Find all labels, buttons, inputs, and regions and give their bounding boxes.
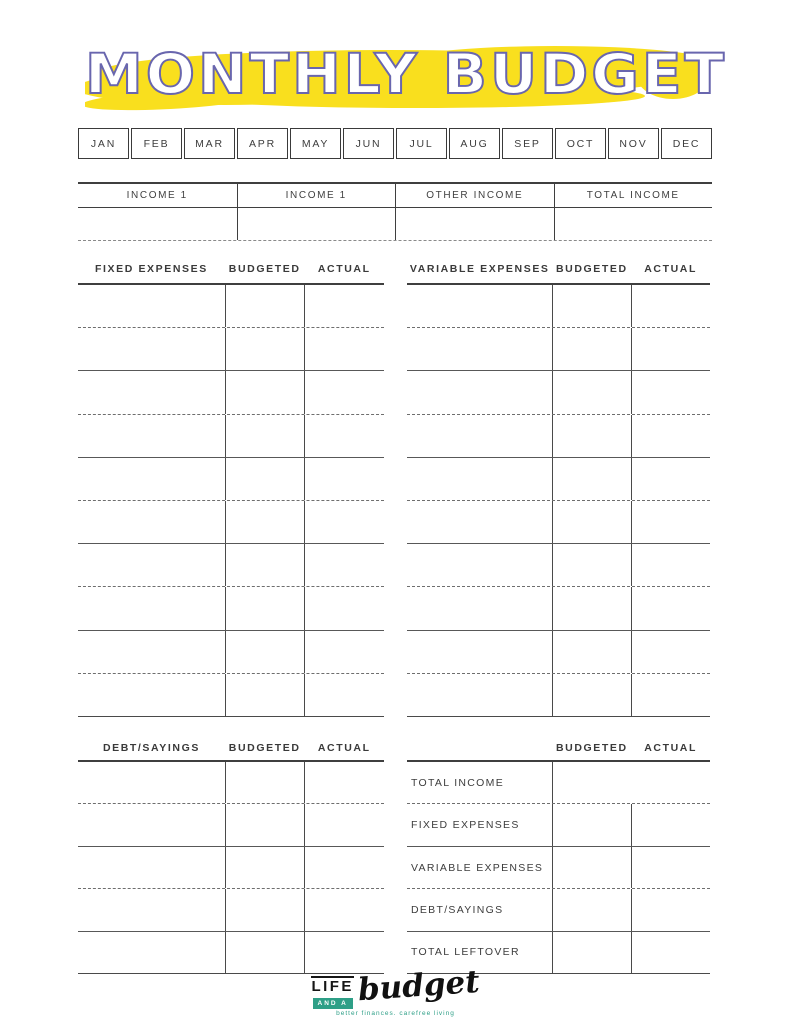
variable-expenses-header bbox=[407, 261, 710, 277]
summary-row-label: TOTAL INCOME bbox=[411, 776, 504, 789]
budgeted-cell bbox=[552, 458, 631, 500]
budgeted-cell bbox=[225, 674, 305, 716]
month-cell-jun: JUN bbox=[343, 128, 394, 159]
expense-name-cell bbox=[78, 458, 225, 500]
actual-cell bbox=[304, 458, 384, 500]
table-row bbox=[78, 932, 384, 974]
budgeted-cell bbox=[552, 762, 631, 803]
budgeted-cell bbox=[225, 458, 305, 500]
expense-name-cell bbox=[78, 587, 225, 629]
expense-name-cell bbox=[78, 544, 225, 586]
table-row bbox=[407, 458, 710, 501]
actual-cell bbox=[304, 415, 384, 457]
actual-cell bbox=[304, 544, 384, 586]
budgeted-cell bbox=[552, 285, 631, 327]
income-value-cell bbox=[78, 208, 237, 240]
table-row bbox=[407, 762, 710, 804]
debt-savings-table bbox=[78, 760, 384, 974]
budgeted-cell bbox=[552, 847, 631, 888]
actual-column-header: ACTUAL bbox=[644, 742, 697, 754]
month-cell-may: MAY bbox=[290, 128, 341, 159]
month-cell-dec: DEC bbox=[661, 128, 712, 159]
summary-row-label: TOTAL LEFTOVER bbox=[411, 946, 520, 959]
month-selector bbox=[78, 128, 712, 159]
actual-cell bbox=[631, 932, 710, 973]
expense-name-cell bbox=[78, 371, 225, 413]
month-cell-apr: APR bbox=[237, 128, 288, 159]
month-cell-jul: JUL bbox=[396, 128, 447, 159]
expense-name-cell bbox=[78, 328, 225, 370]
budgeted-column-header: BUDGETED bbox=[228, 742, 301, 754]
expense-name-cell bbox=[78, 285, 225, 327]
actual-cell bbox=[631, 587, 710, 629]
month-cell-aug: AUG bbox=[449, 128, 500, 159]
budgeted-cell bbox=[225, 587, 305, 629]
table-row bbox=[78, 415, 384, 458]
budgeted-cell bbox=[552, 587, 631, 629]
month-cell-jan: JAN bbox=[78, 128, 129, 159]
actual-cell bbox=[304, 587, 384, 629]
budgeted-cell bbox=[552, 674, 631, 716]
table-row bbox=[407, 285, 710, 328]
budgeted-cell bbox=[225, 631, 305, 673]
income-header-cell: INCOME 1 bbox=[126, 190, 188, 201]
expense-name-cell bbox=[78, 415, 225, 457]
budgeted-cell bbox=[225, 501, 305, 543]
table-row bbox=[407, 847, 710, 889]
fixed-expenses-title: FIXED EXPENSES bbox=[95, 263, 208, 275]
budgeted-column-header: BUDGETED bbox=[555, 742, 628, 754]
income-header-cell: OTHER INCOME bbox=[395, 184, 554, 207]
table-row bbox=[407, 631, 710, 674]
table-row bbox=[407, 328, 710, 371]
budgeted-cell bbox=[225, 371, 305, 413]
expense-name-cell bbox=[407, 501, 552, 543]
month-cell-mar: MAR bbox=[184, 128, 235, 159]
debt-savings-title: DEBT/SAYINGS bbox=[102, 742, 200, 754]
budgeted-cell bbox=[552, 889, 631, 930]
actual-cell bbox=[631, 285, 710, 327]
footer bbox=[0, 963, 791, 1017]
table-row bbox=[78, 285, 384, 328]
expense-name-cell bbox=[407, 544, 552, 586]
summary-row-label: DEBT/SAYINGS bbox=[411, 903, 504, 916]
table-row bbox=[407, 587, 710, 630]
expense-name-cell bbox=[407, 415, 552, 457]
budgeted-column-header: BUDGETED bbox=[555, 263, 628, 275]
actual-cell bbox=[304, 371, 384, 413]
expense-name-cell bbox=[78, 674, 225, 716]
summary-table bbox=[407, 760, 710, 974]
brand-logo-row bbox=[311, 963, 481, 1009]
brand-life-text: LIFE bbox=[311, 978, 354, 995]
table-row bbox=[78, 889, 384, 931]
actual-cell bbox=[631, 371, 710, 413]
actual-cell bbox=[631, 328, 710, 370]
actual-cell bbox=[631, 674, 710, 716]
table-row bbox=[407, 674, 710, 717]
actual-cell bbox=[304, 501, 384, 543]
page-title: MONTHLY BUDGET bbox=[85, 41, 728, 107]
budgeted-cell bbox=[552, 328, 631, 370]
actual-column-header: ACTUAL bbox=[317, 263, 371, 275]
expense-name-cell bbox=[78, 804, 225, 845]
brand-tagline: better finances. carefree living bbox=[336, 1009, 455, 1017]
expense-name-cell bbox=[407, 371, 552, 413]
expense-name-cell bbox=[407, 631, 552, 673]
table-row bbox=[407, 371, 710, 414]
table-row bbox=[78, 762, 384, 804]
table-row bbox=[78, 674, 384, 717]
month-cell-feb: FEB bbox=[131, 128, 182, 159]
income-table bbox=[78, 182, 712, 241]
table-row bbox=[407, 544, 710, 587]
fixed-expenses-table bbox=[78, 283, 384, 717]
brand-left-stack bbox=[311, 974, 354, 1009]
expense-name-cell bbox=[407, 328, 552, 370]
actual-cell bbox=[631, 804, 710, 845]
actual-cell bbox=[304, 804, 384, 845]
expense-name-cell bbox=[78, 501, 225, 543]
actual-cell bbox=[304, 932, 384, 973]
actual-cell bbox=[631, 631, 710, 673]
budgeted-cell bbox=[225, 932, 305, 973]
expense-name-cell bbox=[78, 932, 225, 973]
expense-name-cell bbox=[78, 847, 225, 888]
fixed-expenses-header bbox=[78, 261, 384, 277]
debt-savings-header bbox=[78, 740, 384, 756]
budgeted-cell bbox=[552, 631, 631, 673]
actual-cell bbox=[304, 889, 384, 930]
table-row bbox=[78, 328, 384, 371]
budgeted-cell bbox=[225, 415, 305, 457]
month-cell-oct: OCT bbox=[555, 128, 606, 159]
income-value-cell bbox=[554, 208, 713, 240]
income-header-cell: INCOME 1 bbox=[237, 184, 396, 207]
actual-cell bbox=[631, 762, 710, 803]
table-row bbox=[78, 371, 384, 414]
actual-cell bbox=[631, 458, 710, 500]
brand-and-a-badge: AND A bbox=[313, 998, 353, 1009]
income-header-cell: TOTAL INCOME bbox=[554, 184, 713, 207]
actual-cell bbox=[631, 544, 710, 586]
expense-name-cell bbox=[78, 889, 225, 930]
expense-name-cell bbox=[407, 458, 552, 500]
table-row bbox=[407, 501, 710, 544]
actual-cell bbox=[304, 328, 384, 370]
budgeted-cell bbox=[552, 544, 631, 586]
budgeted-cell bbox=[225, 762, 305, 803]
summary-row-label: FIXED EXPENSES bbox=[411, 819, 520, 832]
brand-logo bbox=[311, 963, 481, 1017]
budgeted-column-header: BUDGETED bbox=[228, 263, 301, 275]
table-row bbox=[78, 587, 384, 630]
table-row bbox=[78, 458, 384, 501]
actual-cell bbox=[304, 847, 384, 888]
expense-name-cell bbox=[407, 587, 552, 629]
month-cell-nov: NOV bbox=[608, 128, 659, 159]
budgeted-cell bbox=[225, 847, 305, 888]
actual-cell bbox=[304, 762, 384, 803]
budgeted-cell bbox=[552, 415, 631, 457]
income-value-cell bbox=[237, 208, 396, 240]
income-header-row bbox=[78, 184, 712, 208]
table-row bbox=[78, 847, 384, 889]
budgeted-cell bbox=[225, 804, 305, 845]
expense-name-cell bbox=[78, 762, 225, 803]
table-row bbox=[78, 501, 384, 544]
actual-cell bbox=[304, 285, 384, 327]
actual-cell bbox=[304, 631, 384, 673]
variable-expenses-title: VARIABLE EXPENSES bbox=[409, 263, 550, 275]
budgeted-cell bbox=[225, 889, 305, 930]
title-block bbox=[85, 36, 728, 112]
actual-cell bbox=[631, 889, 710, 930]
table-row bbox=[78, 631, 384, 674]
budgeted-cell bbox=[225, 544, 305, 586]
actual-cell bbox=[631, 501, 710, 543]
income-value-cell bbox=[395, 208, 554, 240]
actual-cell bbox=[631, 847, 710, 888]
table-row bbox=[78, 804, 384, 846]
table-row bbox=[78, 544, 384, 587]
expense-name-cell bbox=[407, 285, 552, 327]
actual-cell bbox=[631, 415, 710, 457]
summary-row-label: VARIABLE EXPENSES bbox=[411, 861, 544, 874]
income-body-row bbox=[78, 208, 712, 240]
actual-cell bbox=[304, 674, 384, 716]
table-row bbox=[407, 804, 710, 846]
budgeted-cell bbox=[552, 932, 631, 973]
actual-column-header: ACTUAL bbox=[644, 263, 697, 275]
budgeted-cell bbox=[225, 328, 305, 370]
budgeted-cell bbox=[225, 285, 305, 327]
budgeted-cell bbox=[552, 804, 631, 845]
table-row bbox=[407, 889, 710, 931]
month-cell-sep: SEP bbox=[502, 128, 553, 159]
expense-name-cell bbox=[407, 674, 552, 716]
variable-expenses-table bbox=[407, 283, 710, 717]
expense-name-cell bbox=[78, 631, 225, 673]
table-row bbox=[407, 415, 710, 458]
summary-header bbox=[407, 740, 710, 756]
budgeted-cell bbox=[552, 501, 631, 543]
actual-column-header: ACTUAL bbox=[317, 742, 371, 754]
brand-budget-script: budget bbox=[356, 963, 481, 1009]
budgeted-cell bbox=[552, 371, 631, 413]
